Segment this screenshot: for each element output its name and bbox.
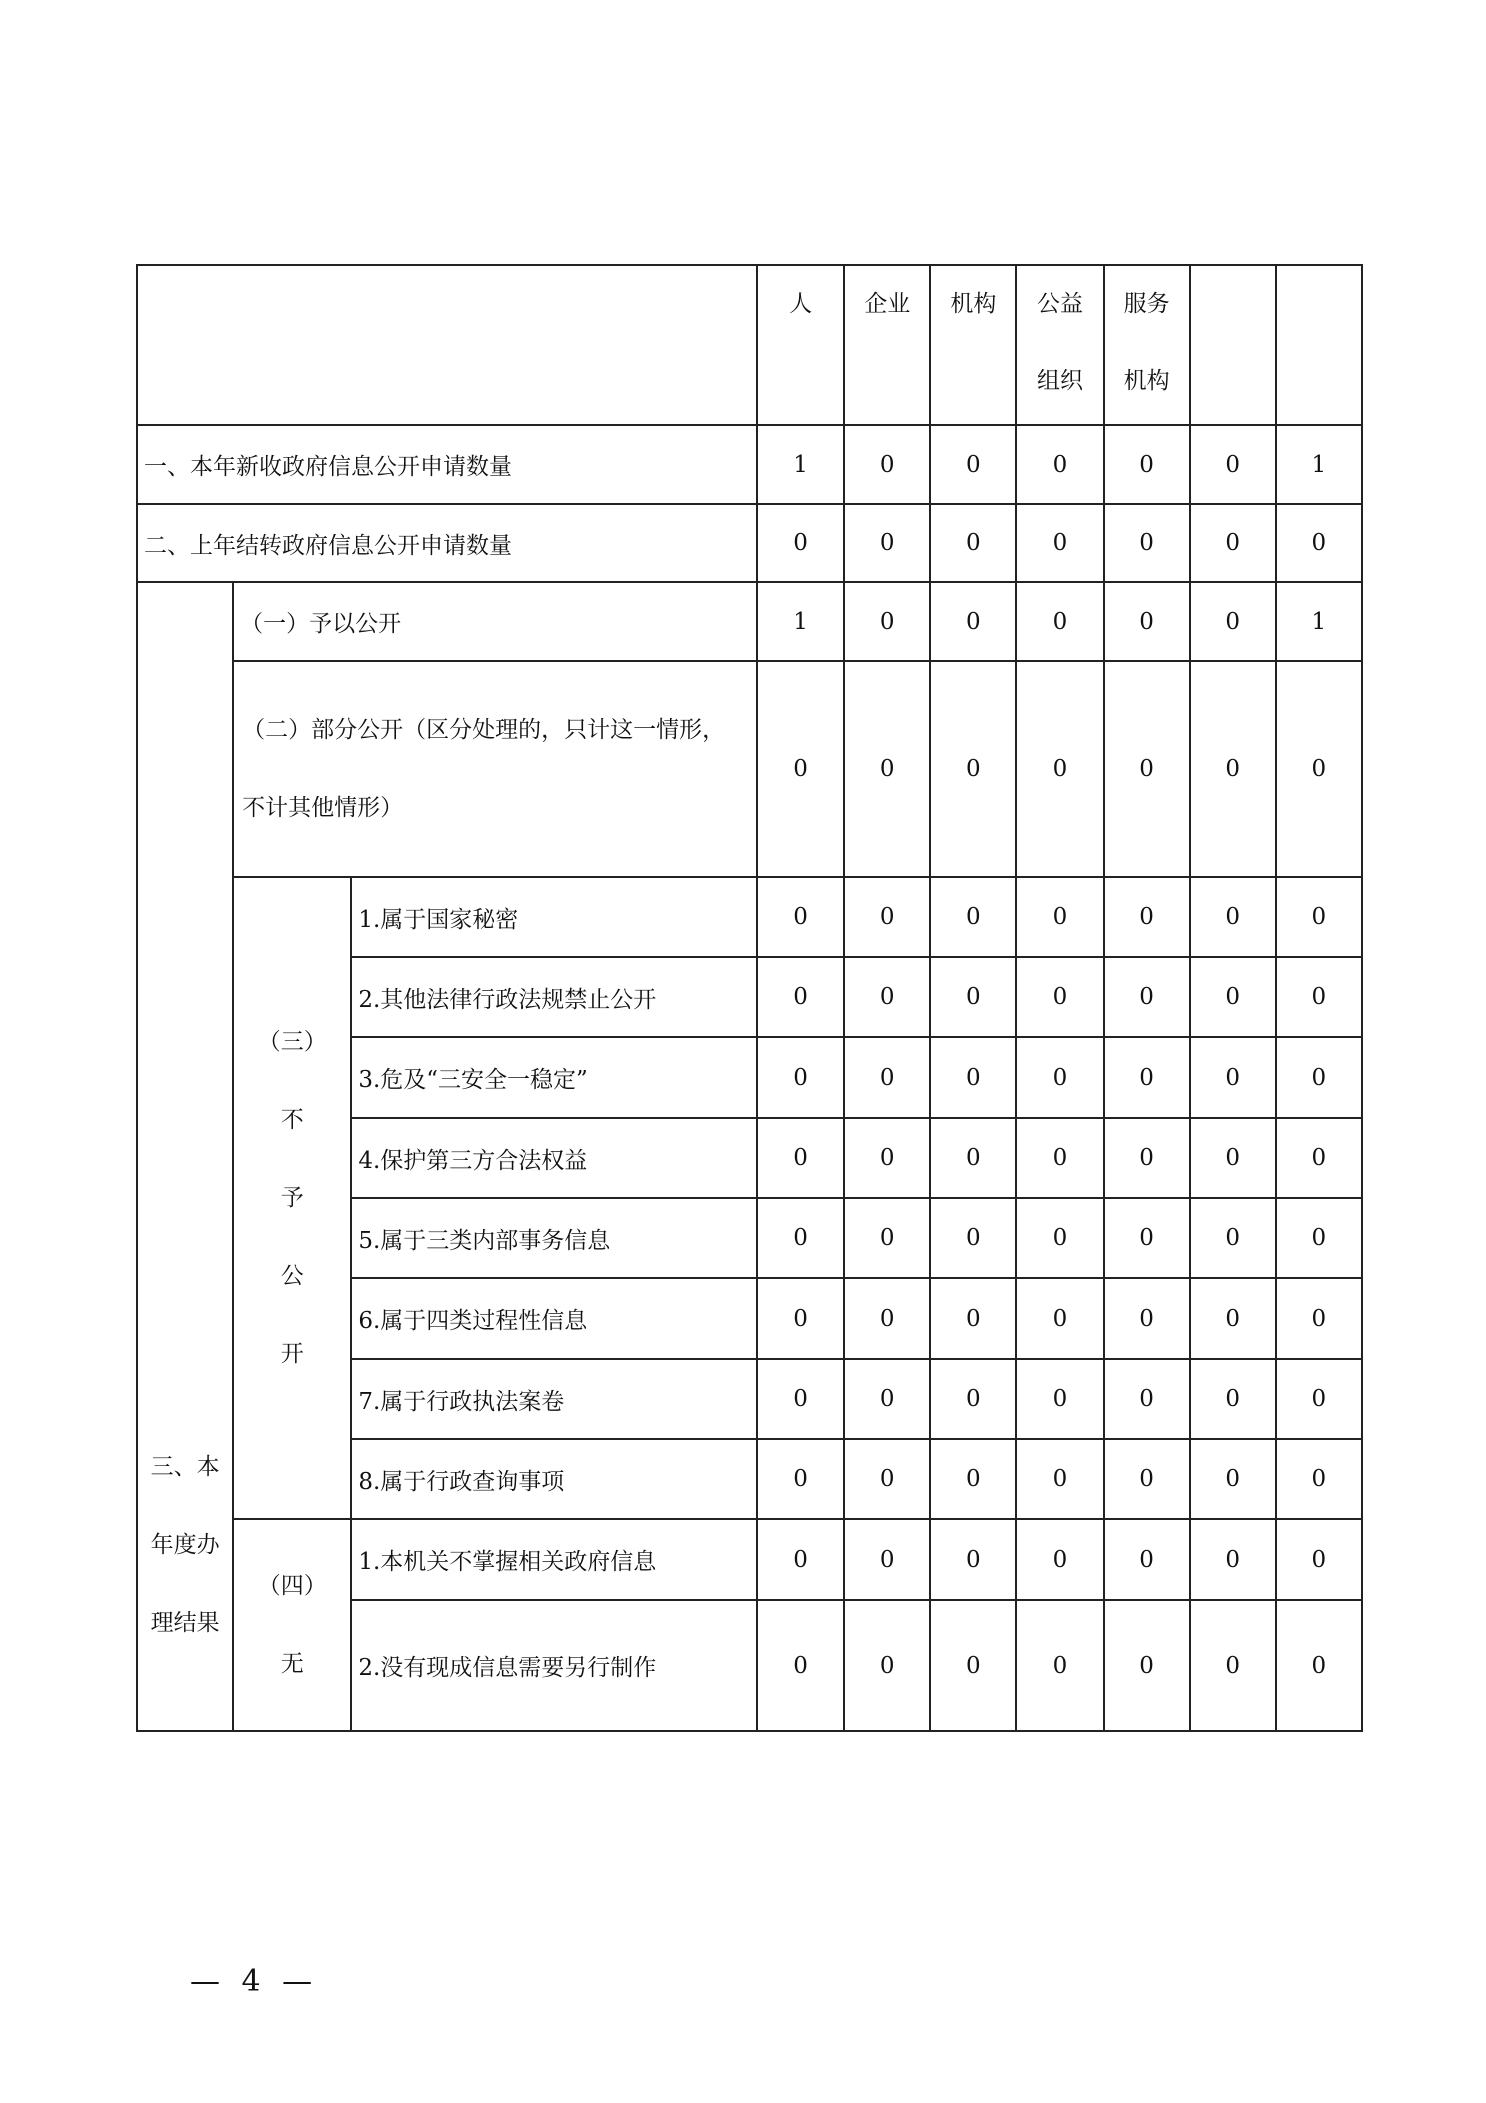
value-cell: 0 <box>1276 877 1362 957</box>
value-cell: 0 <box>1016 504 1103 582</box>
row-label: 6.属于四类过程性信息 <box>351 1278 757 1359</box>
header-row <box>137 265 1362 425</box>
row-label: 4.保护第三方合法权益 <box>351 1118 757 1198</box>
disclosure-statistics-table <box>136 264 1363 1732</box>
value-cell: 0 <box>1276 1118 1362 1198</box>
value-cell: 0 <box>844 957 930 1037</box>
value-cell: 0 <box>1190 957 1276 1037</box>
value-cell: 0 <box>1016 1278 1103 1359</box>
not-public-group-label: （三） 不 予 公 开 <box>233 877 351 1519</box>
value-cell: 0 <box>1016 661 1103 877</box>
value-cell: 0 <box>844 1278 930 1359</box>
value-cell: 0 <box>844 1198 930 1278</box>
header-public-welfare-org: 公益 组织 <box>1016 265 1103 425</box>
value-cell: 0 <box>757 1359 844 1439</box>
row-label: 二、上年结转政府信息公开申请数量 <box>137 504 757 582</box>
value-cell: 0 <box>1276 1600 1362 1731</box>
table-row <box>137 661 1362 877</box>
value-cell: 0 <box>1276 1519 1362 1600</box>
value-cell: 0 <box>1276 1439 1362 1519</box>
row-label: 5.属于三类内部事务信息 <box>351 1198 757 1278</box>
value-cell: 0 <box>1016 425 1103 504</box>
header-total <box>1276 265 1362 425</box>
table-row <box>137 1519 1362 1600</box>
value-cell: 0 <box>844 1439 930 1519</box>
value-cell: 0 <box>1276 1278 1362 1359</box>
value-cell: 0 <box>1104 957 1190 1037</box>
value-cell: 0 <box>1104 661 1190 877</box>
value-cell: 0 <box>757 1037 844 1118</box>
page-number: — 4 — <box>190 1964 319 1999</box>
value-cell: 0 <box>1190 1198 1276 1278</box>
value-cell: 0 <box>757 504 844 582</box>
none-group-label: （四） 无 <box>233 1519 351 1731</box>
value-cell: 0 <box>1190 504 1276 582</box>
value-cell: 0 <box>1016 1600 1103 1731</box>
value-cell: 0 <box>1104 1118 1190 1198</box>
value-cell: 0 <box>1190 1359 1276 1439</box>
table-row <box>137 582 1362 661</box>
table-row <box>137 877 1362 957</box>
row-label: 2.其他法律行政法规禁止公开 <box>351 957 757 1037</box>
value-cell: 0 <box>1276 504 1362 582</box>
value-cell: 0 <box>1190 877 1276 957</box>
value-cell: 0 <box>844 1600 930 1731</box>
value-cell: 0 <box>930 425 1016 504</box>
row-label: 3.危及“三安全一稳定” <box>351 1037 757 1118</box>
value-cell: 0 <box>1190 1519 1276 1600</box>
header-institution: 机构 <box>930 265 1016 425</box>
value-cell: 0 <box>930 1519 1016 1600</box>
row-label: 1.本机关不掌握相关政府信息 <box>351 1519 757 1600</box>
value-cell: 0 <box>930 1118 1016 1198</box>
value-cell: 0 <box>844 425 930 504</box>
value-cell: 0 <box>1190 425 1276 504</box>
value-cell: 0 <box>757 1519 844 1600</box>
value-cell: 0 <box>1190 1278 1276 1359</box>
table-row <box>137 425 1362 504</box>
value-cell: 0 <box>1190 582 1276 661</box>
value-cell: 0 <box>1016 957 1103 1037</box>
value-cell: 0 <box>930 957 1016 1037</box>
value-cell: 0 <box>757 1439 844 1519</box>
value-cell: 0 <box>1104 1439 1190 1519</box>
value-cell: 0 <box>1104 582 1190 661</box>
row-label: （二）部分公开（区分处理的，只计这一情形，不计其他情形） <box>233 661 757 877</box>
value-cell: 0 <box>1190 1600 1276 1731</box>
value-cell: 0 <box>1276 1198 1362 1278</box>
value-cell: 0 <box>1016 1519 1103 1600</box>
value-cell: 0 <box>1104 1278 1190 1359</box>
table-row <box>137 504 1362 582</box>
value-cell: 1 <box>757 425 844 504</box>
value-cell: 1 <box>1276 582 1362 661</box>
value-cell: 0 <box>844 1037 930 1118</box>
year-results-group-label: 三、本 年度办 理结果 <box>137 582 233 1731</box>
value-cell: 0 <box>844 1359 930 1439</box>
value-cell: 0 <box>1104 504 1190 582</box>
value-cell: 1 <box>1276 425 1362 504</box>
value-cell: 0 <box>757 661 844 877</box>
value-cell: 0 <box>844 661 930 877</box>
value-cell: 0 <box>930 1359 1016 1439</box>
header-person: 人 <box>757 265 844 425</box>
value-cell: 0 <box>1104 877 1190 957</box>
value-cell: 0 <box>1190 661 1276 877</box>
value-cell: 0 <box>1016 1118 1103 1198</box>
value-cell: 0 <box>1276 1359 1362 1439</box>
value-cell: 0 <box>1016 1037 1103 1118</box>
row-label: 1.属于国家秘密 <box>351 877 757 957</box>
row-label: 8.属于行政查询事项 <box>351 1439 757 1519</box>
value-cell: 0 <box>757 1278 844 1359</box>
value-cell: 0 <box>930 1278 1016 1359</box>
value-cell: 0 <box>1104 1519 1190 1600</box>
value-cell: 0 <box>1016 1359 1103 1439</box>
value-cell: 0 <box>930 1600 1016 1731</box>
value-cell: 0 <box>1190 1118 1276 1198</box>
value-cell: 0 <box>844 582 930 661</box>
value-cell: 0 <box>1104 1198 1190 1278</box>
header-other <box>1190 265 1276 425</box>
value-cell: 0 <box>1016 582 1103 661</box>
value-cell: 0 <box>844 1118 930 1198</box>
value-cell: 0 <box>930 504 1016 582</box>
value-cell: 0 <box>1104 425 1190 504</box>
header-enterprise: 企业 <box>844 265 930 425</box>
value-cell: 0 <box>930 877 1016 957</box>
value-cell: 0 <box>1104 1359 1190 1439</box>
value-cell: 0 <box>930 1439 1016 1519</box>
row-label: 一、本年新收政府信息公开申请数量 <box>137 425 757 504</box>
value-cell: 0 <box>844 1519 930 1600</box>
value-cell: 0 <box>1016 877 1103 957</box>
value-cell: 0 <box>757 877 844 957</box>
header-service-institution: 服务 机构 <box>1104 265 1190 425</box>
value-cell: 0 <box>757 1118 844 1198</box>
value-cell: 0 <box>757 1600 844 1731</box>
value-cell: 0 <box>930 582 1016 661</box>
value-cell: 0 <box>844 877 930 957</box>
value-cell: 0 <box>1276 957 1362 1037</box>
value-cell: 0 <box>1276 661 1362 877</box>
value-cell: 0 <box>1276 1037 1362 1118</box>
value-cell: 0 <box>930 1198 1016 1278</box>
value-cell: 0 <box>930 661 1016 877</box>
value-cell: 0 <box>1016 1439 1103 1519</box>
value-cell: 0 <box>1016 1198 1103 1278</box>
row-label: 2.没有现成信息需要另行制作 <box>351 1600 757 1731</box>
value-cell: 0 <box>757 1198 844 1278</box>
value-cell: 0 <box>1104 1037 1190 1118</box>
row-label: （一）予以公开 <box>233 582 757 661</box>
value-cell: 0 <box>1190 1439 1276 1519</box>
value-cell: 1 <box>757 582 844 661</box>
value-cell: 0 <box>1190 1037 1276 1118</box>
value-cell: 0 <box>844 504 930 582</box>
value-cell: 0 <box>1104 1600 1190 1731</box>
header-blank-cell <box>137 265 757 425</box>
value-cell: 0 <box>757 957 844 1037</box>
value-cell: 0 <box>930 1037 1016 1118</box>
row-label: 7.属于行政执法案卷 <box>351 1359 757 1439</box>
